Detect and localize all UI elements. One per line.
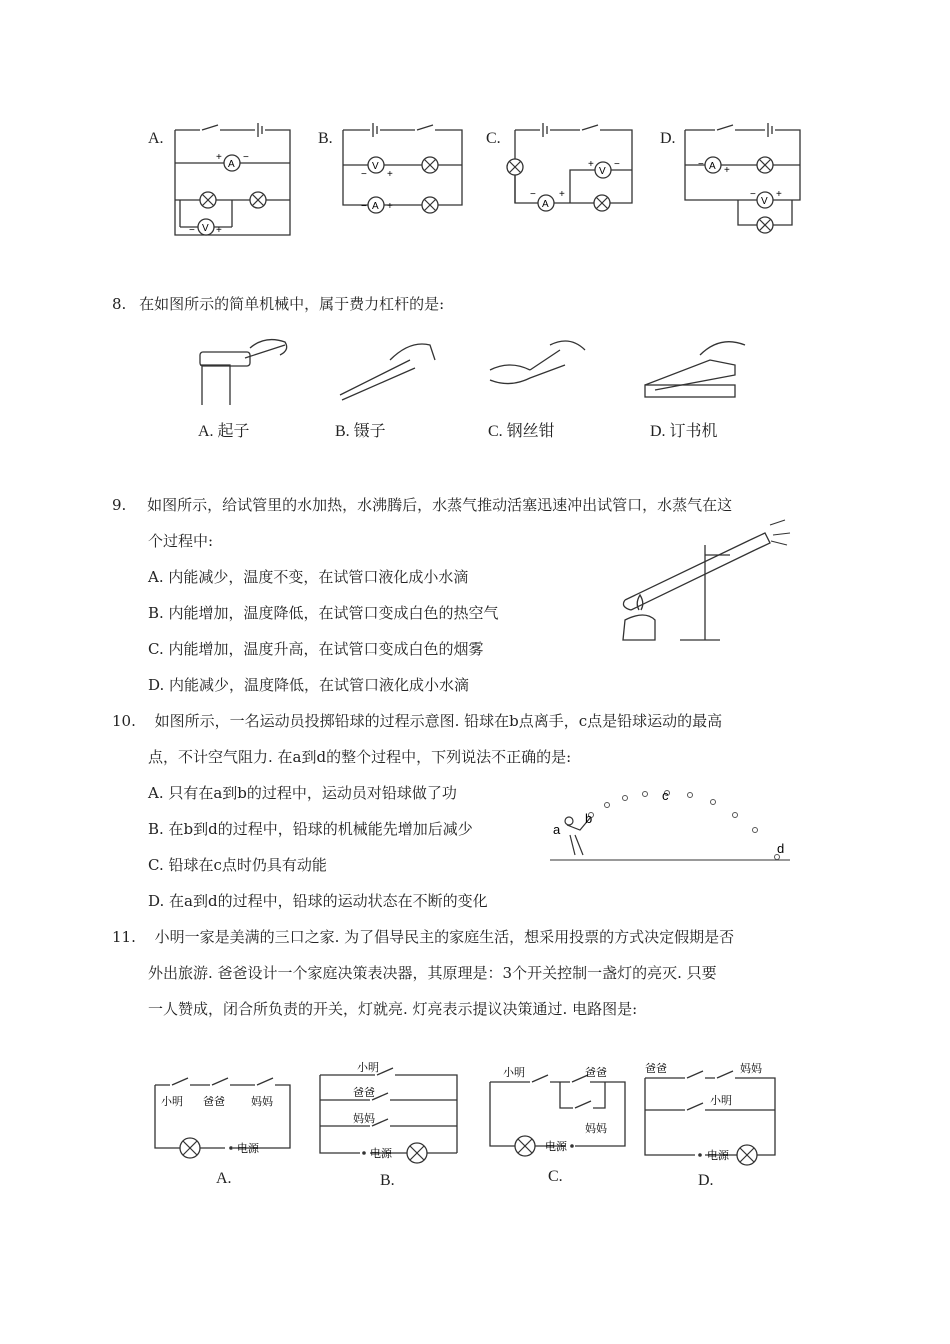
q10-point-c: c <box>662 788 669 803</box>
q8-tools-illustration <box>190 330 750 410</box>
svg-text:+: + <box>387 201 393 212</box>
svg-text:+: + <box>588 159 594 170</box>
q9-number: 9. <box>112 496 127 514</box>
q11a-switch-baba: 爸爸 <box>203 1096 225 1108</box>
q9-stem-line2: 个过程中: <box>148 532 214 550</box>
q10-option-a: A. 只有在a到b的过程中，运动员对铅球做了功 <box>148 784 457 802</box>
q11-label-c: C. <box>548 1168 563 1185</box>
q10-stem-line1: 如图所示，一名运动员投掷铅球的过程示意图. 铅球在b点离手，c点是铅球运动的最高 <box>154 712 723 730</box>
q11a-switch-mama: 妈妈 <box>251 1096 273 1108</box>
svg-text:V: V <box>599 166 606 177</box>
q11-label-b: B. <box>380 1172 395 1189</box>
q11a-switch-xiaoming: 小明 <box>161 1096 183 1108</box>
svg-text:−: − <box>614 159 620 170</box>
svg-text:−: − <box>698 159 704 170</box>
svg-text:−: − <box>243 152 249 163</box>
svg-text:−: − <box>189 225 195 236</box>
q7-circuits <box>140 115 820 245</box>
q11d-power: 电源 <box>707 1150 729 1162</box>
q9-apparatus-illustration <box>595 515 795 645</box>
q10-option-d: D. 在a到d的过程中，铅球的运动状态在不断的变化 <box>148 892 488 910</box>
q10-stem-line2: 点，不计空气阻力. 在a到d的整个过程中，下列说法不正确的是: <box>148 748 572 766</box>
q11-stem-line1: 小明一家是美满的三口之家. 为了倡导民主的家庭生活，想采用投票的方式决定假期是否 <box>154 928 735 946</box>
q8-caption-c: C. 钢丝钳 <box>488 423 555 440</box>
q8-stem: 在如图所示的简单机械中，属于费力杠杆的是: <box>139 295 445 313</box>
svg-text:A: A <box>372 201 379 212</box>
q8-caption-d: D. 订书机 <box>650 423 718 440</box>
q10-point-b: b <box>585 811 593 826</box>
q11a-power: 电源 <box>237 1143 259 1155</box>
q11d-switch-xiaoming: 小明 <box>710 1095 732 1107</box>
q8-tool-figures <box>190 330 750 410</box>
svg-text:−: − <box>361 169 367 180</box>
q9-option-d: D. 内能减少，温度降低，在试管口液化成小水滴 <box>148 676 470 694</box>
q11b-switch-baba: 爸爸 <box>353 1087 375 1099</box>
svg-text:+: + <box>776 189 782 200</box>
q9-test-tube-figure <box>595 515 795 645</box>
svg-text:+: + <box>216 225 222 236</box>
svg-text:V: V <box>372 161 379 172</box>
q11-stem-line3: 一人赞成，闭合所负责的开关，灯就亮. 灯亮表示提议决策通过. 电路图是: <box>148 1000 638 1018</box>
q11-label-a: A. <box>216 1170 232 1187</box>
q11b-power: 电源 <box>370 1148 392 1160</box>
question-11 <box>112 927 734 947</box>
q7-label-a: A. <box>148 130 164 147</box>
q11-stem-line2: 外出旅游. 爸爸设计一个家庭决策表决器，其原理是：3个开关控制一盏灯的亮灭. 只要 <box>148 964 717 982</box>
q11d-switch-mama: 妈妈 <box>740 1063 762 1075</box>
svg-text:V: V <box>202 223 209 234</box>
q9-option-a: A. 内能减少，温度不变，在试管口液化成小水滴 <box>148 568 469 586</box>
q8-number: 8. <box>112 295 127 313</box>
q7-circuit-diagrams <box>140 115 820 245</box>
q11c-power: 电源 <box>545 1141 567 1153</box>
q10-option-b: B. 在b到d的过程中，铅球的机械能先增加后减少 <box>148 820 473 838</box>
q11-circuits <box>145 1060 795 1170</box>
q11-number: 11. <box>112 928 136 946</box>
q8-caption-a: A. 起子 <box>198 423 250 440</box>
q11b-switch-mama: 妈妈 <box>353 1113 375 1125</box>
question-10 <box>112 711 722 731</box>
q11c-switch-baba: 爸爸 <box>585 1067 607 1079</box>
q10-point-a: a <box>553 822 561 837</box>
q11-circuit-diagrams <box>145 1060 795 1170</box>
svg-text:A: A <box>709 161 716 172</box>
question-8 <box>112 294 444 314</box>
q11c-switch-xiaoming: 小明 <box>503 1067 525 1079</box>
q9-option-b: B. 内能增加，温度降低，在试管口变成白色的热空气 <box>148 604 499 622</box>
q7-label-d: D. <box>660 130 676 147</box>
svg-text:A: A <box>542 199 549 210</box>
q10-shot-put-figure <box>545 785 795 865</box>
svg-text:+: + <box>724 165 730 176</box>
q7-label-c: C. <box>486 130 501 147</box>
svg-text:V: V <box>761 196 768 207</box>
svg-text:−: − <box>530 189 536 200</box>
q11d-switch-baba: 爸爸 <box>645 1063 667 1075</box>
q10-option-c: C. 铅球在c点时仍具有动能 <box>148 856 327 874</box>
q9-option-c: C. 内能增加，温度升高，在试管口变成白色的烟雾 <box>148 640 484 658</box>
svg-text:−: − <box>750 189 756 200</box>
svg-text:−: − <box>361 201 367 212</box>
svg-text:+: + <box>387 169 393 180</box>
q10-point-d: d <box>777 841 785 856</box>
svg-text:+: + <box>559 189 565 200</box>
q11b-switch-xiaoming: 小明 <box>357 1062 379 1074</box>
q10-trajectory-illustration <box>545 785 795 865</box>
question-9 <box>112 495 732 515</box>
q8-caption-b: B. 镊子 <box>335 423 386 440</box>
svg-text:+: + <box>216 152 222 163</box>
q11-label-d: D. <box>698 1172 714 1189</box>
q9-stem-line1: 如图所示，给试管里的水加热，水沸腾后，水蒸气推动活塞迅速冲出试管口，水蒸气在这 <box>147 496 733 514</box>
q11c-switch-mama: 妈妈 <box>585 1123 607 1135</box>
q10-number: 10. <box>112 712 136 730</box>
q7-label-b: B. <box>318 130 333 147</box>
svg-text:A: A <box>228 159 235 170</box>
